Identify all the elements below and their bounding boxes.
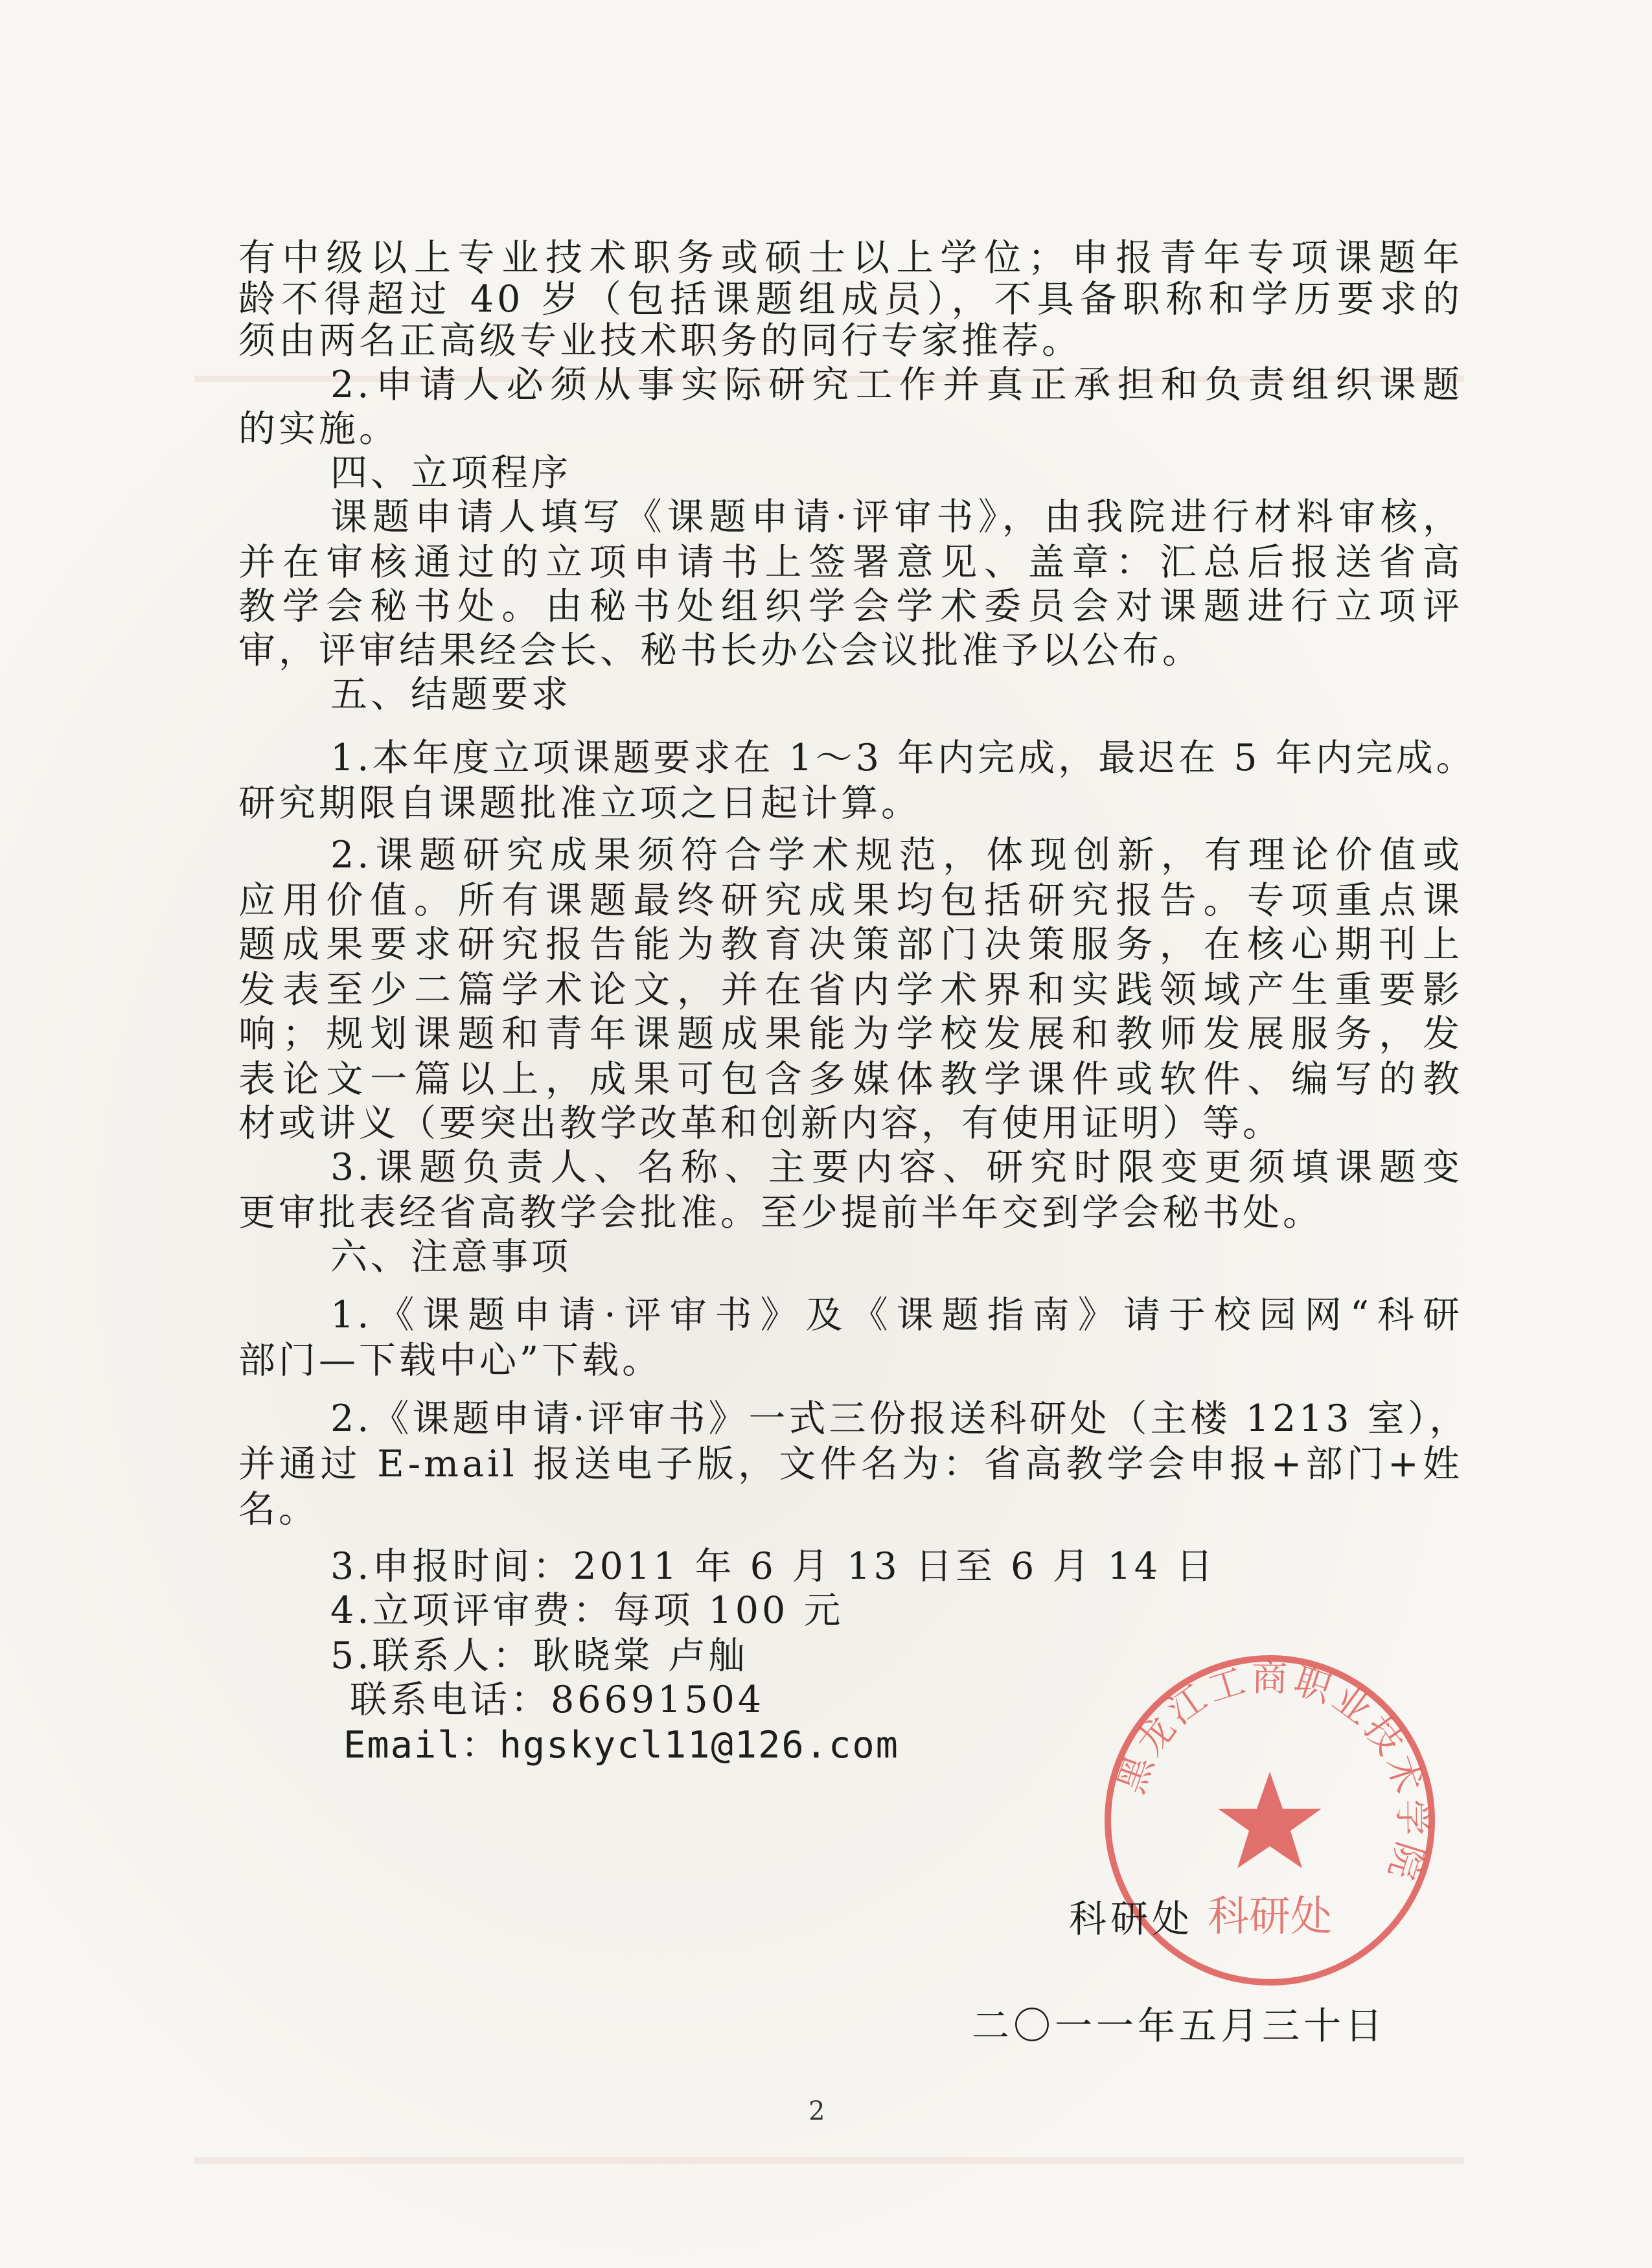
text-line: 并在审核通过的立项申请书上签署意见、盖章：汇总后报送省高 [238,541,1463,584]
text-line: 龄不得超过 40 岁（包括课题组成员），不具备职称和学历要求的 [238,278,1463,321]
text-line: 名。 [238,1488,319,1531]
text-line: 更审批表经省高教学会批准。至少提前半年交到学会秘书处。 [238,1191,1323,1234]
text-line: Email：hgskycl11@126.com [343,1724,899,1767]
text-line: 应用价值。所有课题最终研究成果均包括研究报告。专项重点课 [238,879,1463,922]
issue-date: 二〇一一年五月三十日 [972,2004,1387,2048]
text-line: 课题申请人填写《课题申请·评审书》，由我院进行材料审核， [330,496,1463,538]
section-heading: 四、立项程序 [330,452,571,494]
svg-text:黑龙江工商职业技术学院 [1110,1658,1432,1888]
text-line: 2.申请人必须从事实际研究工作并真正承担和负责组织课题 [330,363,1463,406]
text-line: 1.本年度立项课题要求在 1～3 年内完成，最迟在 5 年内完成。 [330,737,1476,779]
text-line: 教学会秘书处。由秘书处组织学会学术委员会对课题进行立项评 [238,585,1463,628]
text-line: 题成果要求研究报告能为教育决策部门决策服务，在核心期刊上 [238,923,1463,966]
issuing-office: 科研处 [1069,1897,1194,1941]
text-line: 5.联系人：耿晓棠 卢舢 [330,1634,749,1677]
text-line: 并通过 E-mail 报送电子版，文件名为：省高教学会申报+部门+姓 [238,1443,1463,1485]
seal-star-icon [1218,1772,1322,1868]
text-line: 的实施。 [238,407,399,450]
official-seal [1088,1639,1451,2002]
text-line: 须由两名正高级专业技术职务的同行专家推荐。 [238,319,1082,362]
text-line: 响；规划课题和青年课题成果能为学校发展和教师发展服务，发 [238,1013,1463,1055]
section-heading: 五、结题要求 [330,673,571,716]
text-line: 3.申报时间：2011 年 6 月 13 日至 6 月 14 日 [330,1545,1217,1588]
text-line: 4.立项评审费：每项 100 元 [330,1589,844,1632]
text-line: 2.《课题申请·评审书》一式三份报送科研处（主楼 1213 室）， [330,1397,1470,1440]
section-heading: 六、注意事项 [330,1235,571,1278]
text-line: 有中级以上专业技术职务或硕士以上学位；申报青年专项课题年 [238,236,1463,279]
page-number: 2 [809,2096,825,2126]
text-line: 表论文一篇以上，成果可包含多媒体教学课件或软件、编写的教 [238,1058,1463,1101]
text-line: 材或讲义（要突出教学改革和创新内容，有使用证明）等。 [238,1102,1283,1145]
show-through-rule-bottom [194,2157,1464,2164]
seal-ring-text: 黑龙江工商职业技术学院 [1110,1657,1433,1888]
text-line: 发表至少二篇学术论文，并在省内学术界和实践领域产生重要影 [238,968,1463,1011]
text-line: 部门—下载中心”下载。 [238,1339,663,1382]
seal-center-text: 科研处 [1208,1893,1332,1941]
text-line: 联系电话：86691504 [350,1678,765,1721]
text-line: 2.课题研究成果须符合学术规范，体现创新，有理论价值或 [330,834,1463,876]
text-line: 1.《课题申请·评审书》及《课题指南》请于校园网“科研 [330,1294,1463,1336]
text-line: 审，评审结果经会长、秘书长办公会议批准予以公布。 [238,629,1202,672]
text-line: 研究期限自课题批准立项之日起计算。 [238,782,921,825]
text-line: 3.课题负责人、名称、主要内容、研究时限变更须填课题变 [330,1146,1463,1189]
